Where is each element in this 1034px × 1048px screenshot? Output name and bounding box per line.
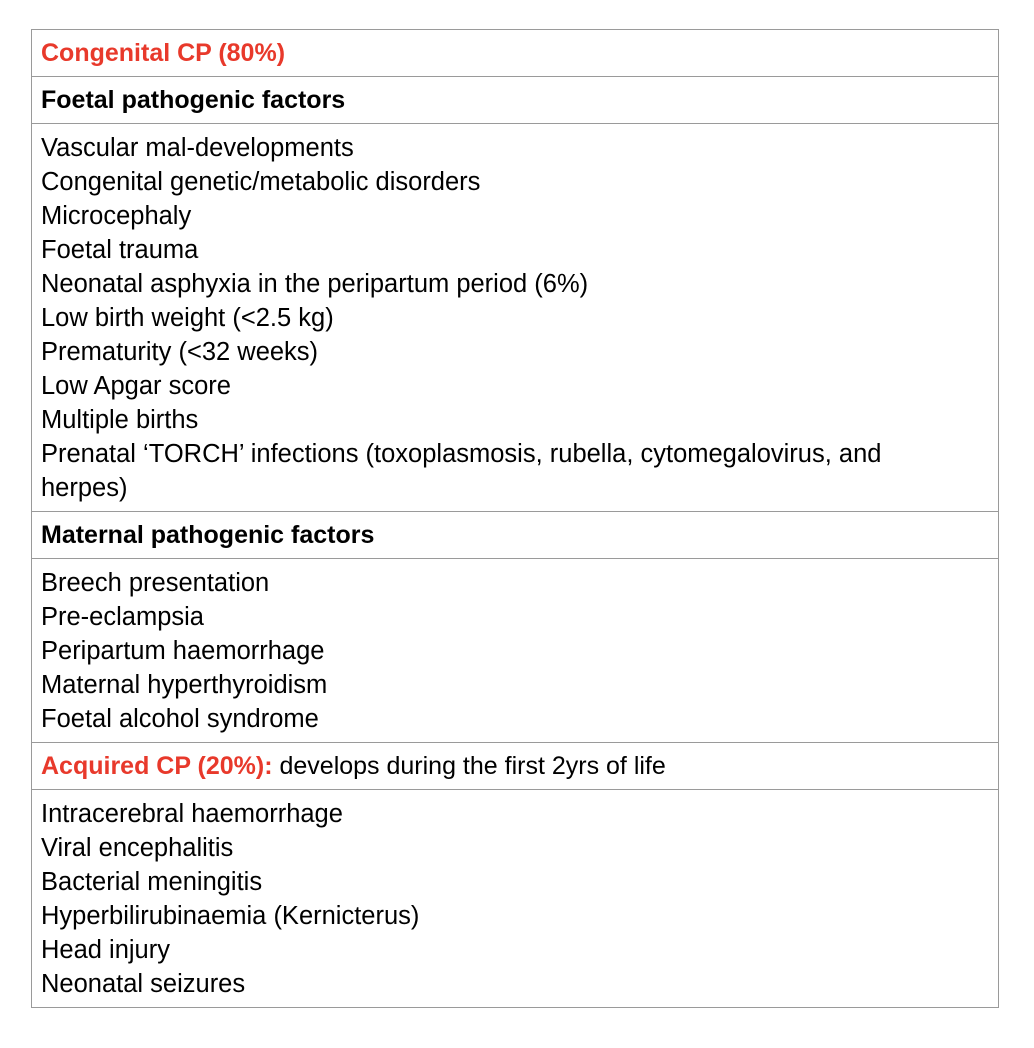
acquired-factor-item: Intracerebral haemorrhage [41, 800, 343, 828]
foetal-factor-item: Microcephaly [41, 202, 192, 230]
maternal-factor-item: Breech presentation [41, 569, 270, 597]
acquired-factor-item: Hyperbilirubinaemia (Kernicterus) [41, 902, 420, 930]
congenital-cp-header-row [32, 30, 998, 77]
acquired-factor-item: Head injury [41, 936, 170, 964]
maternal-factor-item: Foetal alcohol syndrome [41, 705, 319, 733]
congenital-cp-heading: Congenital CP (80%) [41, 38, 286, 67]
maternal-factors-header-row [32, 512, 998, 559]
maternal-factors-list [32, 559, 998, 743]
foetal-factors-header-row [32, 77, 998, 124]
foetal-factor-item: Congenital genetic/metabolic disorders [41, 168, 481, 196]
maternal-factor-item: Pre-eclampsia [41, 603, 204, 631]
foetal-factor-item: Vascular mal-developments [41, 134, 354, 162]
foetal-factor-item: Foetal trauma [41, 236, 199, 264]
foetal-factor-item: Neonatal asphyxia in the peripartum period (6%) [41, 270, 589, 298]
foetal-factor-item: Prematurity (<32 weeks) [41, 338, 319, 366]
foetal-factor-item: Low Apgar score [41, 372, 231, 400]
acquired-factor-item: Neonatal seizures [41, 970, 246, 998]
foetal-factor-item: Prenatal ‘TORCH’ infections (toxoplasmosis, rubella, cytomegalovirus, and herpes) [41, 440, 882, 502]
maternal-factors-heading: Maternal pathogenic factors [41, 520, 375, 549]
acquired-cp-description: develops during the first 2yrs of life [272, 751, 666, 780]
maternal-factor-item: Peripartum haemorrhage [41, 637, 325, 665]
acquired-factor-item: Bacterial meningitis [41, 868, 263, 896]
foetal-factor-item: Multiple births [41, 406, 199, 434]
cp-causes-table [31, 29, 999, 1008]
foetal-factors-heading: Foetal pathogenic factors [41, 85, 346, 114]
acquired-factor-item: Viral encephalitis [41, 834, 234, 862]
acquired-cp-heading: Acquired CP (20%): [41, 751, 273, 780]
maternal-factor-item: Maternal hyperthyroidism [41, 671, 328, 699]
foetal-factors-list [32, 124, 998, 512]
acquired-factors-list [32, 790, 998, 1007]
foetal-factor-item: Low birth weight (<2.5 kg) [41, 304, 334, 332]
acquired-cp-header-row [32, 743, 998, 790]
